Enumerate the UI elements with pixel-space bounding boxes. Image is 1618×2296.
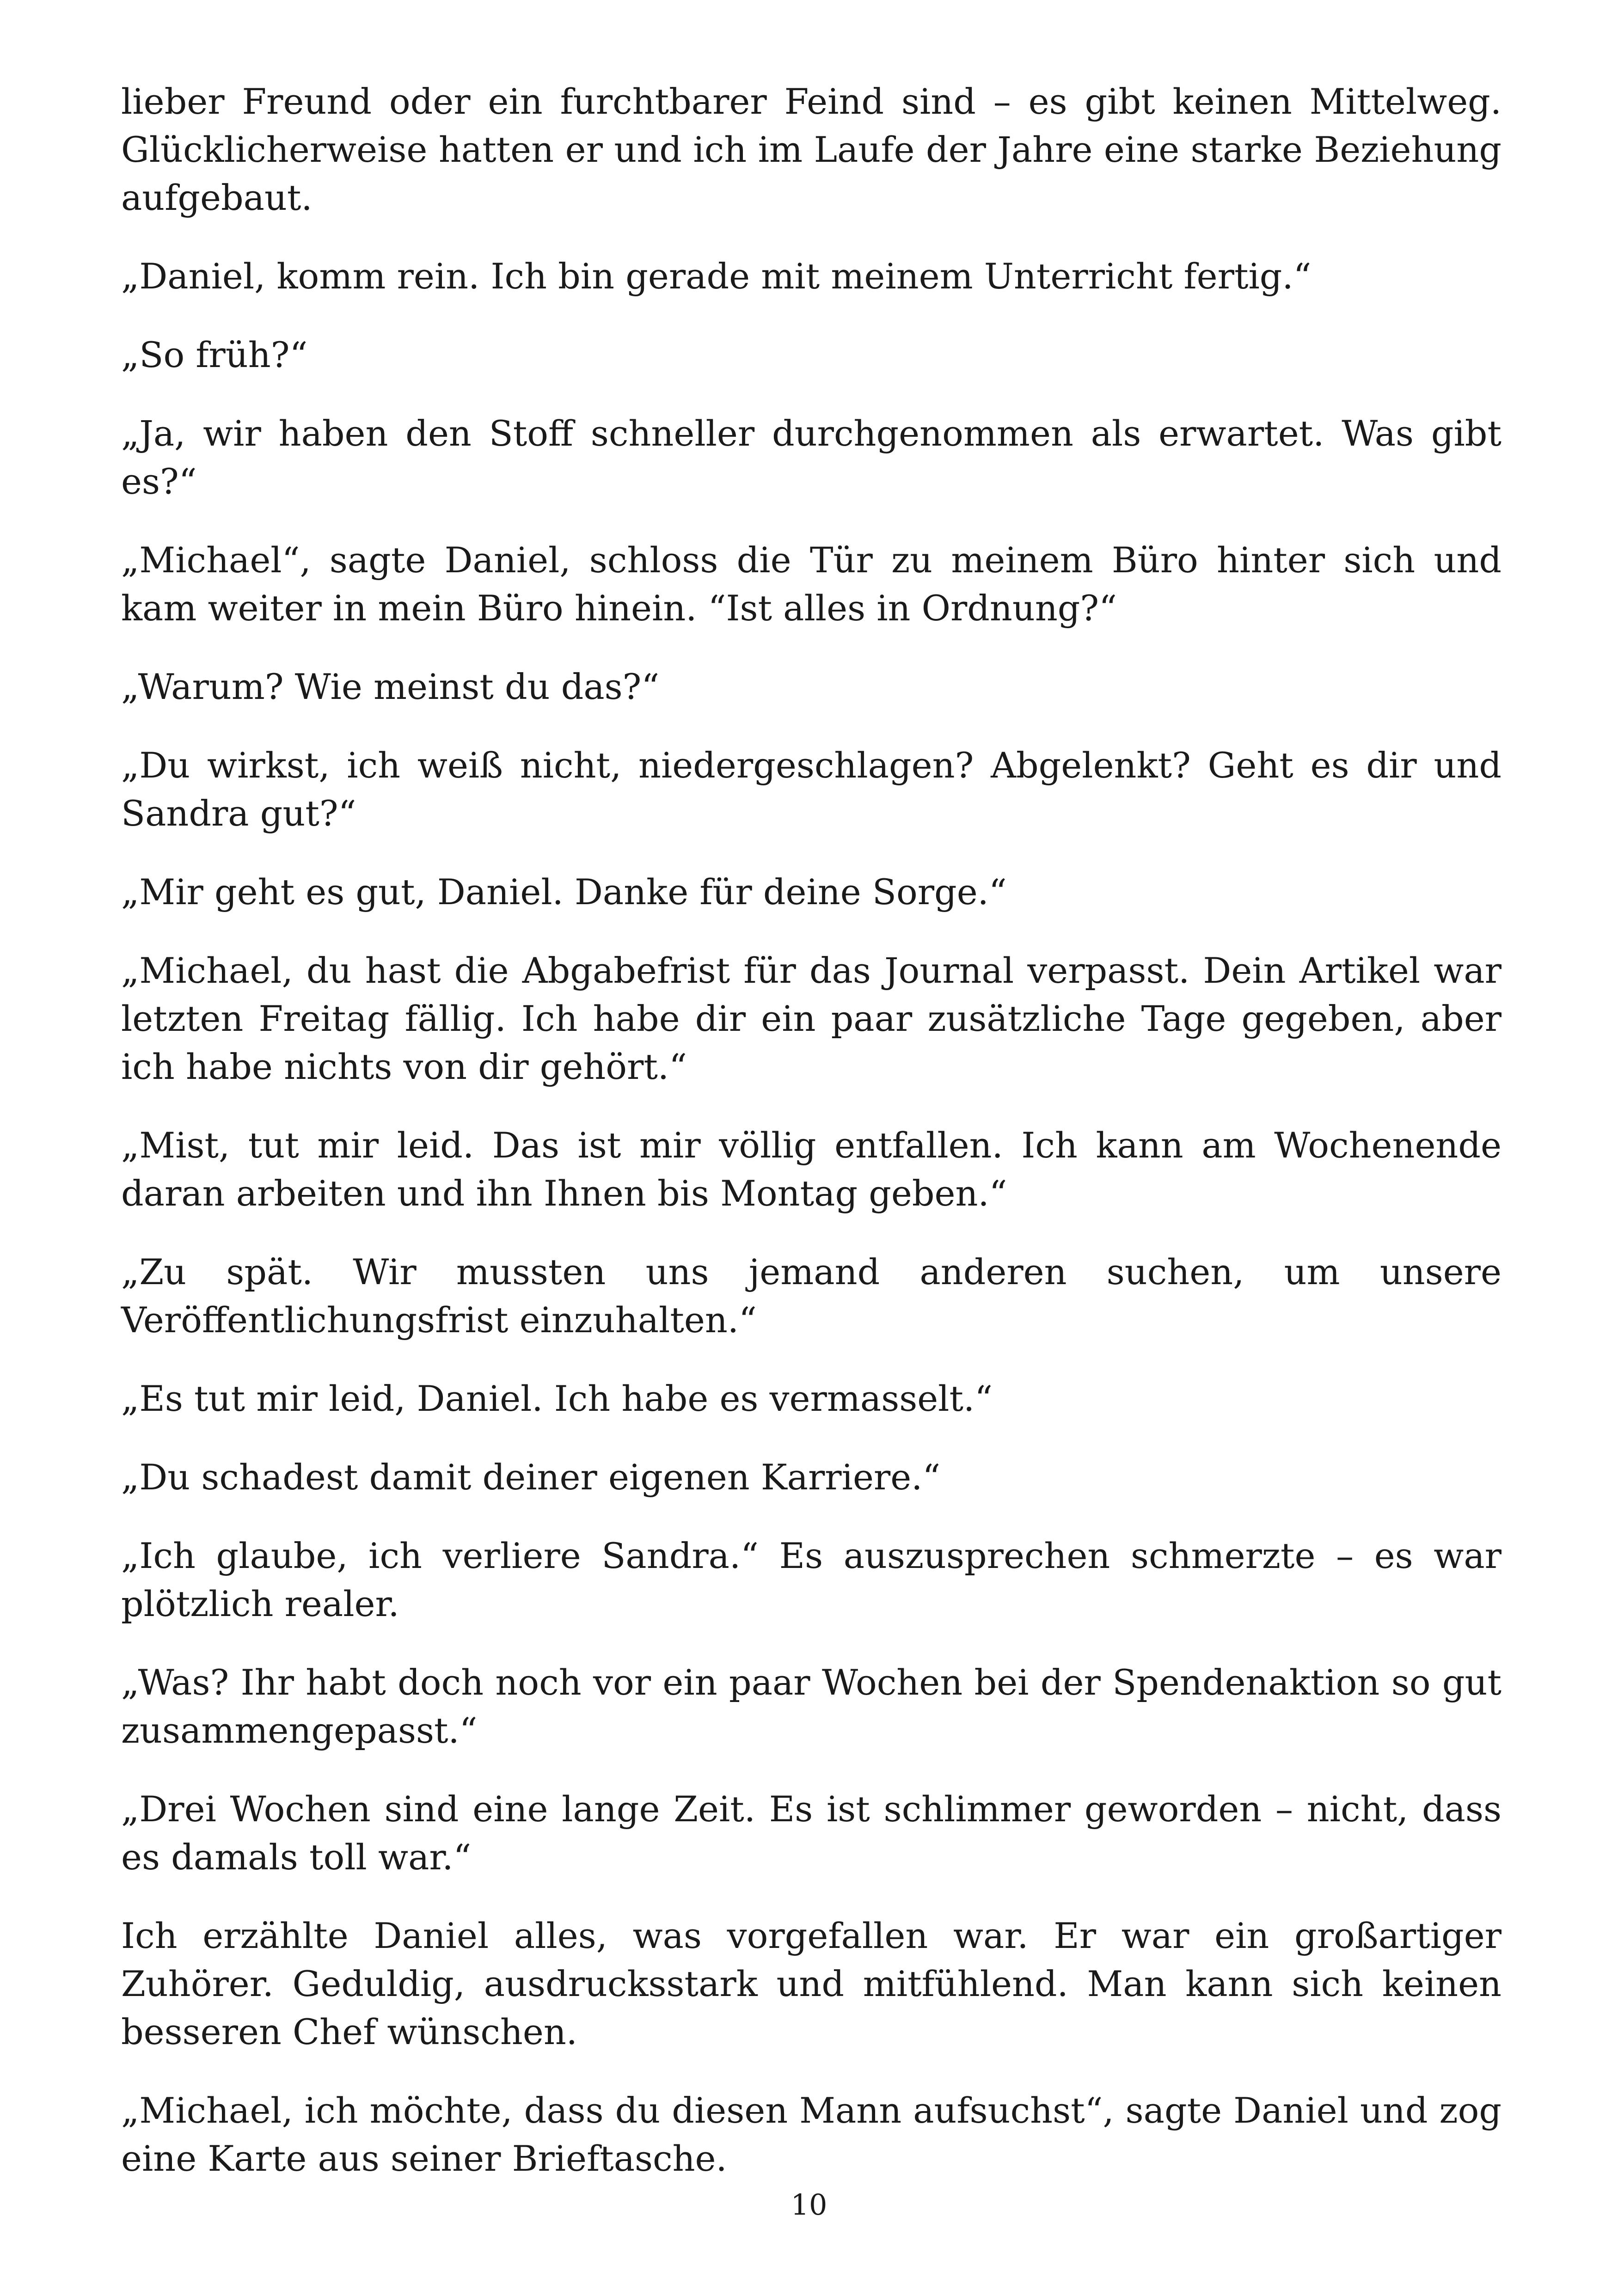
paragraph: „Es tut mir leid, Daniel. Ich habe es vermasselt.“ <box>121 1378 993 1419</box>
paragraph: „Michael, ich möchte, dass du diesen Mann aufsuchst“, sagte Daniel und zog eine Karte aus seiner Brieftasche. <box>121 2090 1502 2179</box>
paragraph: Ich erzählte Daniel alles, was vorgefallen war. Er war ein großartiger Zuhörer. Geduldig, ausdrucksstark und mitfühlend. Man kann sich keinen besseren Chef wünschen. <box>121 1915 1502 2052</box>
paragraph: „Du schadest damit deiner eigenen Karriere.“ <box>121 1457 941 1498</box>
paragraph: „Zu spät. Wir mussten uns jemand anderen suchen, um unsere Veröffentlichungsfrist einzuhalten.“ <box>121 1251 1502 1341</box>
paragraph: „Ja, wir haben den Stoff schneller durchgenommen als erwartet. Was gibt es?“ <box>121 413 1502 502</box>
paragraph: „Mist, tut mir leid. Das ist mir völlig entfallen. Ich kann am Wochenende daran arbeiten und ihn Ihnen bis Montag geben.“ <box>121 1125 1502 1214</box>
paragraph: „Daniel, komm rein. Ich bin gerade mit meinem Unterricht fertig.“ <box>121 256 1312 297</box>
paragraph: „Mir geht es gut, Daniel. Danke für deine Sorge.“ <box>121 871 1007 912</box>
paragraph: „Was? Ihr habt doch noch vor ein paar Wochen bei der Spendenaktion so gut zusammengepasst.“ <box>121 1662 1502 1751</box>
paragraph: lieber Freund oder ein furchtbarer Feind sind – es gibt keinen Mittelweg. Glücklicherweise hatten er und ich im Laufe der Jahre eine starke Beziehung aufgebaut. <box>121 81 1502 218</box>
paragraph: „Du wirkst, ich weiß nicht, niedergeschlagen? Abgelenkt? Geht es dir und Sandra gut?“ <box>121 745 1502 834</box>
body-text <box>121 78 1502 2213</box>
paragraph: „Michael, du hast die Abgabefrist für das Journal verpasst. Dein Artikel war letzten Freitag fällig. Ich habe dir ein paar zusätzliche Tage gegeben, aber ich habe nichts von dir gehört.“ <box>121 950 1502 1087</box>
page-number: 10 <box>791 2188 827 2222</box>
paragraph: „Drei Wochen sind eine lange Zeit. Es ist schlimmer geworden – nicht, dass es damals toll war.“ <box>121 1788 1502 1878</box>
paragraph: „Warum? Wie meinst du das?“ <box>121 666 660 707</box>
paragraph: „Ich glaube, ich verliere Sandra.“ Es auszusprechen schmerzte – es war plötzlich realer. <box>121 1535 1502 1624</box>
paragraph: „Michael“, sagte Daniel, schloss die Tür zu meinem Büro hinter sich und kam weiter in mein Büro hinein. “Ist alles in Ordnung?“ <box>121 539 1502 629</box>
paragraph: „So früh?“ <box>121 334 308 375</box>
